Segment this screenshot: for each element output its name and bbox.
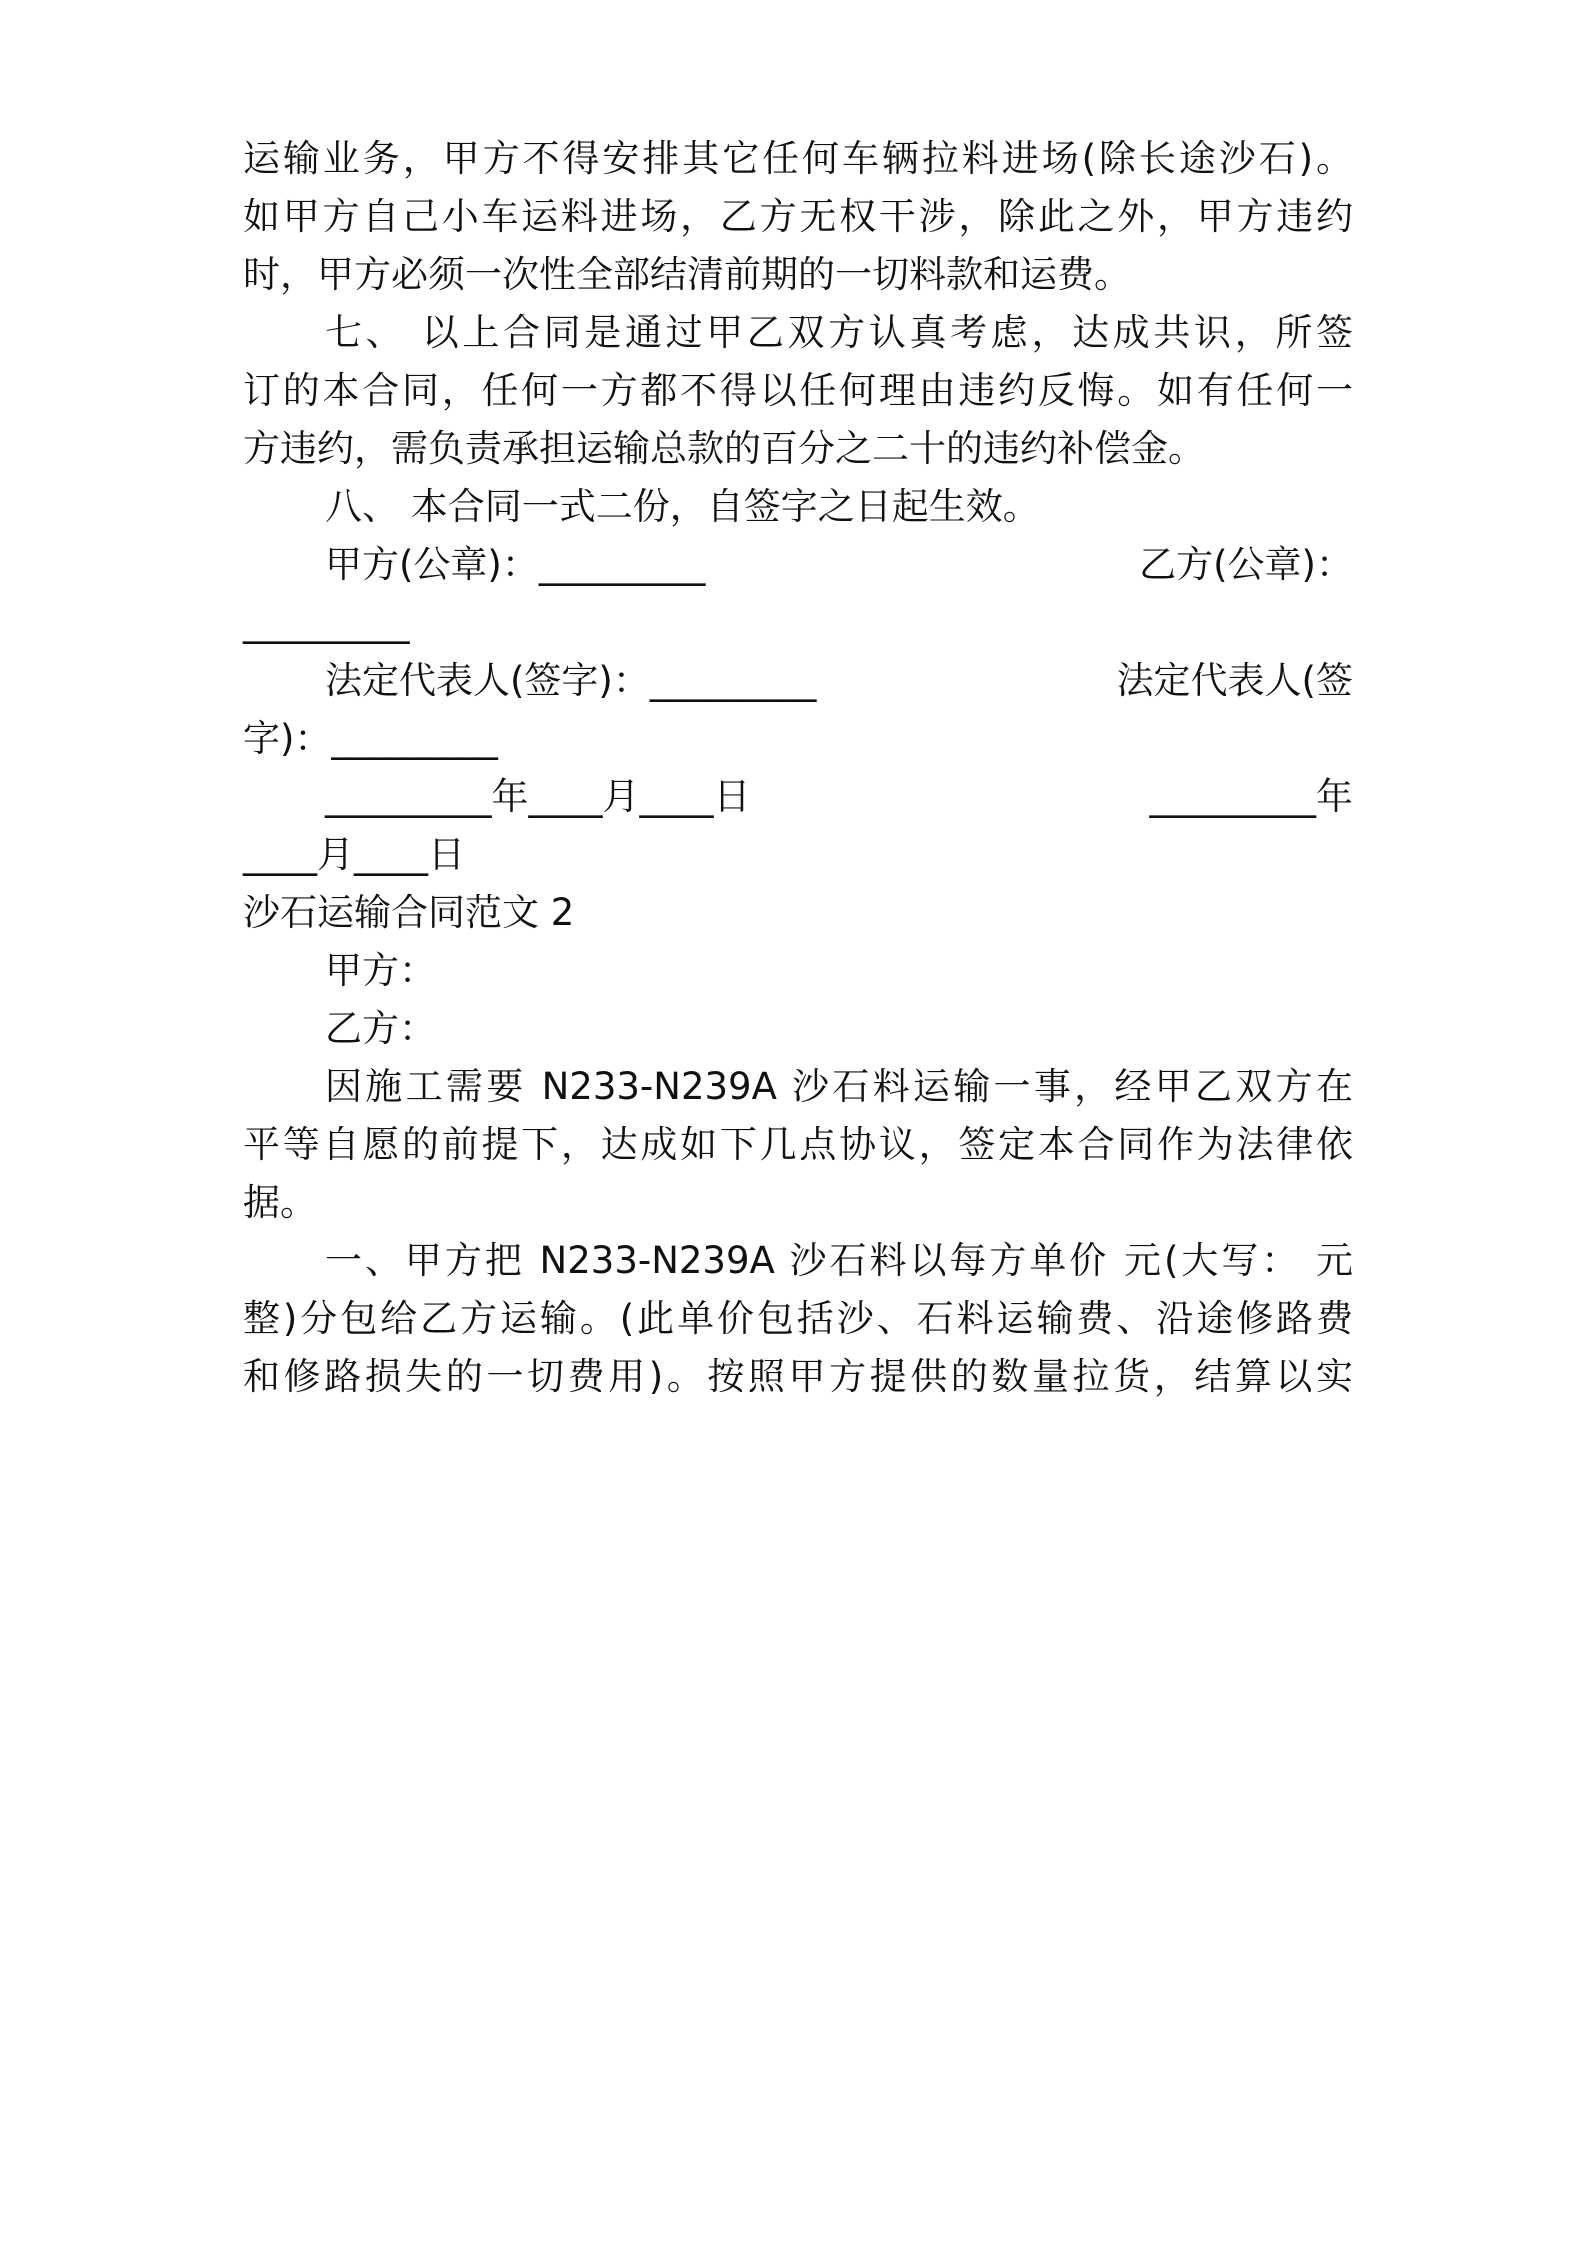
seal-row	[325, 540, 1353, 590]
party-b-seal: 乙方(公章)：	[1139, 543, 1353, 586]
preamble-line: 因施工需要 N233-N239A 沙石料运输一事，经甲乙双方在	[325, 1065, 1353, 1108]
party-b-date: _________年	[1149, 775, 1353, 818]
paragraph-line: 如甲方自己小车运料进场，乙方无权干涉，除此之外，甲方违约	[243, 195, 1353, 238]
paragraph-line: 和修路损失的一切费用)。按照甲方提供的数量拉货，结算以实	[243, 1355, 1353, 1398]
representative-row	[325, 656, 1353, 706]
party-b-representative: 法定代表人(签	[1116, 659, 1353, 702]
signature-blank: _________	[243, 601, 410, 644]
clause-one-line: 一、甲方把 N233-N239A 沙石料以每方单价 元(大写： 元	[325, 1239, 1353, 1282]
party-b-label: 乙方：	[325, 1007, 436, 1050]
date-row	[325, 772, 1353, 822]
paragraph-line: 时，甲方必须一次性全部结清前期的一切料款和运费。	[243, 253, 1131, 296]
signature-blank: 字)：_________	[243, 717, 498, 760]
party-a-seal: 甲方(公章)：_________	[325, 543, 706, 586]
paragraph-line: 运输业务，甲方不得安排其它任何车辆拉料进场(除长途沙石)。	[243, 137, 1353, 180]
clause-seven-line: 七、 以上合同是通过甲乙双方认真考虑，达成共识，所签	[325, 311, 1353, 354]
clause-eight-line: 八、 本合同一式二份，自签字之日起生效。	[325, 485, 1040, 528]
date-blank: ____月____日	[243, 833, 465, 876]
party-a-label: 甲方：	[325, 949, 436, 992]
party-a-date: _________年____月____日	[325, 775, 751, 818]
paragraph-line: 平等自愿的前提下，达成如下几点协议，签定本合同作为法律依	[243, 1123, 1353, 1166]
paragraph-line: 据。	[243, 1181, 317, 1224]
party-a-representative: 法定代表人(签字)：_________	[325, 659, 817, 702]
paragraph-line: 整)分包给乙方运输。(此单价包括沙、石料运输费、沿途修路费	[243, 1297, 1353, 1340]
section-title: 沙石运输合同范文 2	[243, 891, 575, 934]
paragraph-line: 方违约，需负责承担运输总款的百分之二十的违约补偿金。	[243, 427, 1205, 470]
paragraph-line: 订的本合同，任何一方都不得以任何理由违约反悔。如有任何一	[243, 369, 1353, 412]
